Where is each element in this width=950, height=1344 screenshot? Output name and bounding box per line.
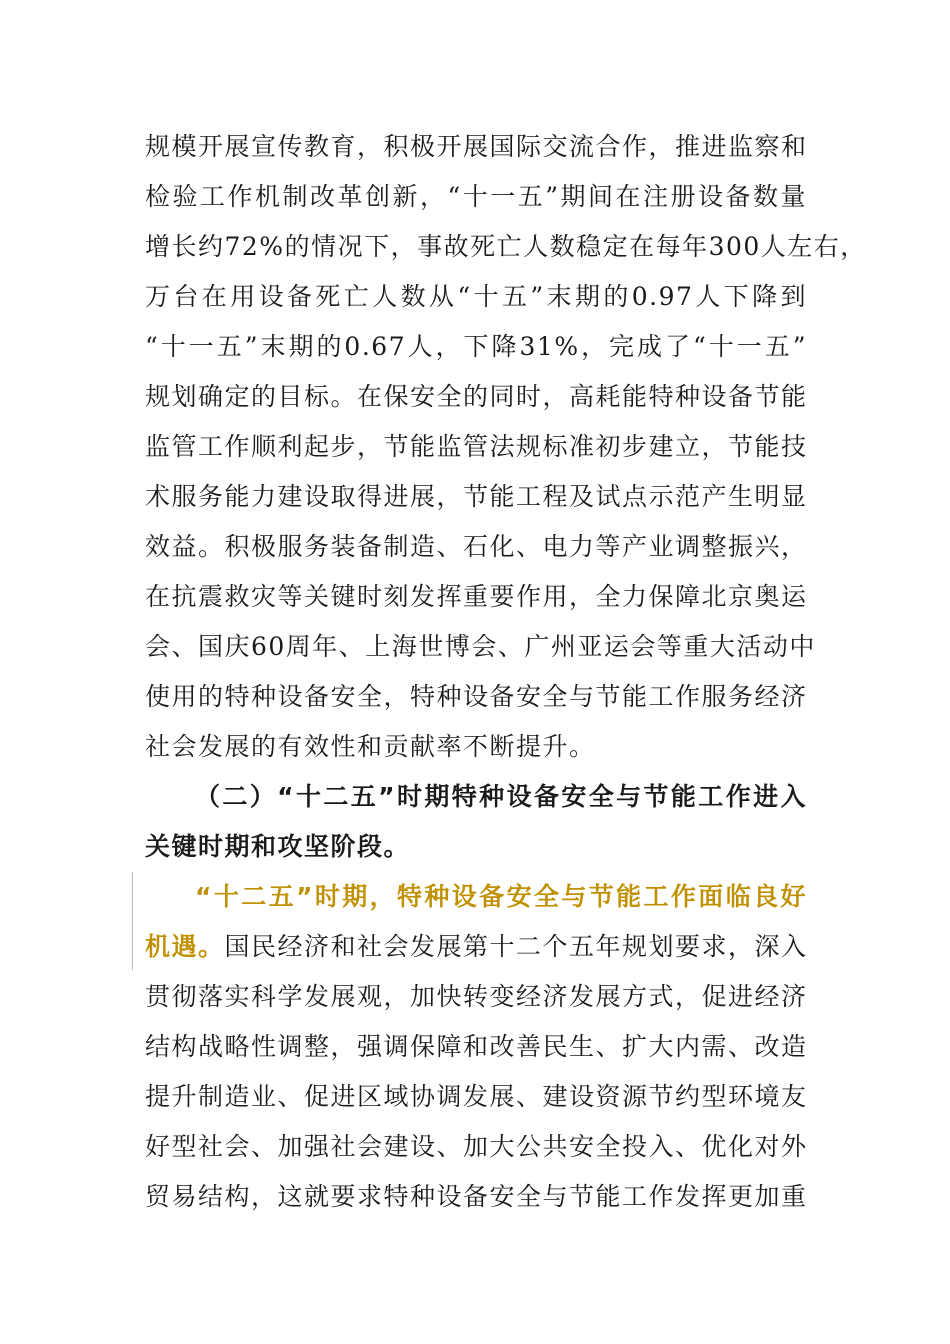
paragraph-line: 术服务能力建设取得进展，节能工程及试点示范产生明显 [145,482,808,511]
paragraph-line: 好型社会、加强社会建设、加大公共安全投入、优化对外 [145,1132,808,1161]
paragraph-text: 国民经济和社会发展第十二个五年规划要求，深入 [224,932,808,961]
paragraph-line: 万台在用设备死亡人数从“十五”末期的0.97人下降到 [145,282,807,311]
paragraph-line: 检验工作机制改革创新，“十一五”期间在注册设备数量 [145,182,807,211]
paragraph-line: 规划确定的目标。在保安全的同时，高耗能特种设备节能 [145,382,808,411]
paragraph-line: “十一五”末期的0.67人，下降31%，完成了“十一五” [145,332,807,361]
highlighted-text: 机遇。 [145,932,225,961]
paragraph-line: 规模开展宣传教育，积极开展国际交流合作，推进监察和 [145,132,808,161]
paragraph-line: 使用的特种设备安全，特种设备安全与节能工作服务经济 [145,682,808,711]
paragraph-line: 提升制造业、促进区域协调发展、建设资源节约型环境友 [145,1082,808,1111]
paragraph-line: 贯彻落实科学发展观，加快转变经济发展方式，促进经济 [145,982,808,1011]
paragraph-line: 贸易结构，这就要求特种设备安全与节能工作发挥更加重 [145,1182,808,1211]
heading-line-2: 关键时期和攻坚阶段。 [145,832,411,861]
change-bar [132,872,133,970]
paragraph-line: 结构战略性调整，强调保障和改善民生、扩大内需、改造 [145,1032,808,1061]
paragraph-line: 效益。积极服务装备制造、石化、电力等产业调整振兴， [145,532,808,561]
paragraph-line: 监管工作顺利起步，节能监管法规标准初步建立，节能技 [145,432,808,461]
paragraph-line: 增长约72%的情况下，事故死亡人数稳定在每年300人左右， [145,232,867,261]
heading-line-1: （二）“十二五”时期特种设备安全与节能工作进入 [195,782,807,811]
paragraph-line [145,922,807,972]
paragraph-line: 会、国庆60周年、上海世博会、广州亚运会等重大活动中 [145,632,816,661]
paragraph-line: 社会发展的有效性和贡献率不断提升。 [145,732,596,761]
highlighted-text: “十二五”时期，特种设备安全与节能工作面临良好 [195,882,807,911]
paragraph-line: 在抗震救灾等关键时刻发挥重要作用，全力保障北京奥运 [145,582,808,611]
